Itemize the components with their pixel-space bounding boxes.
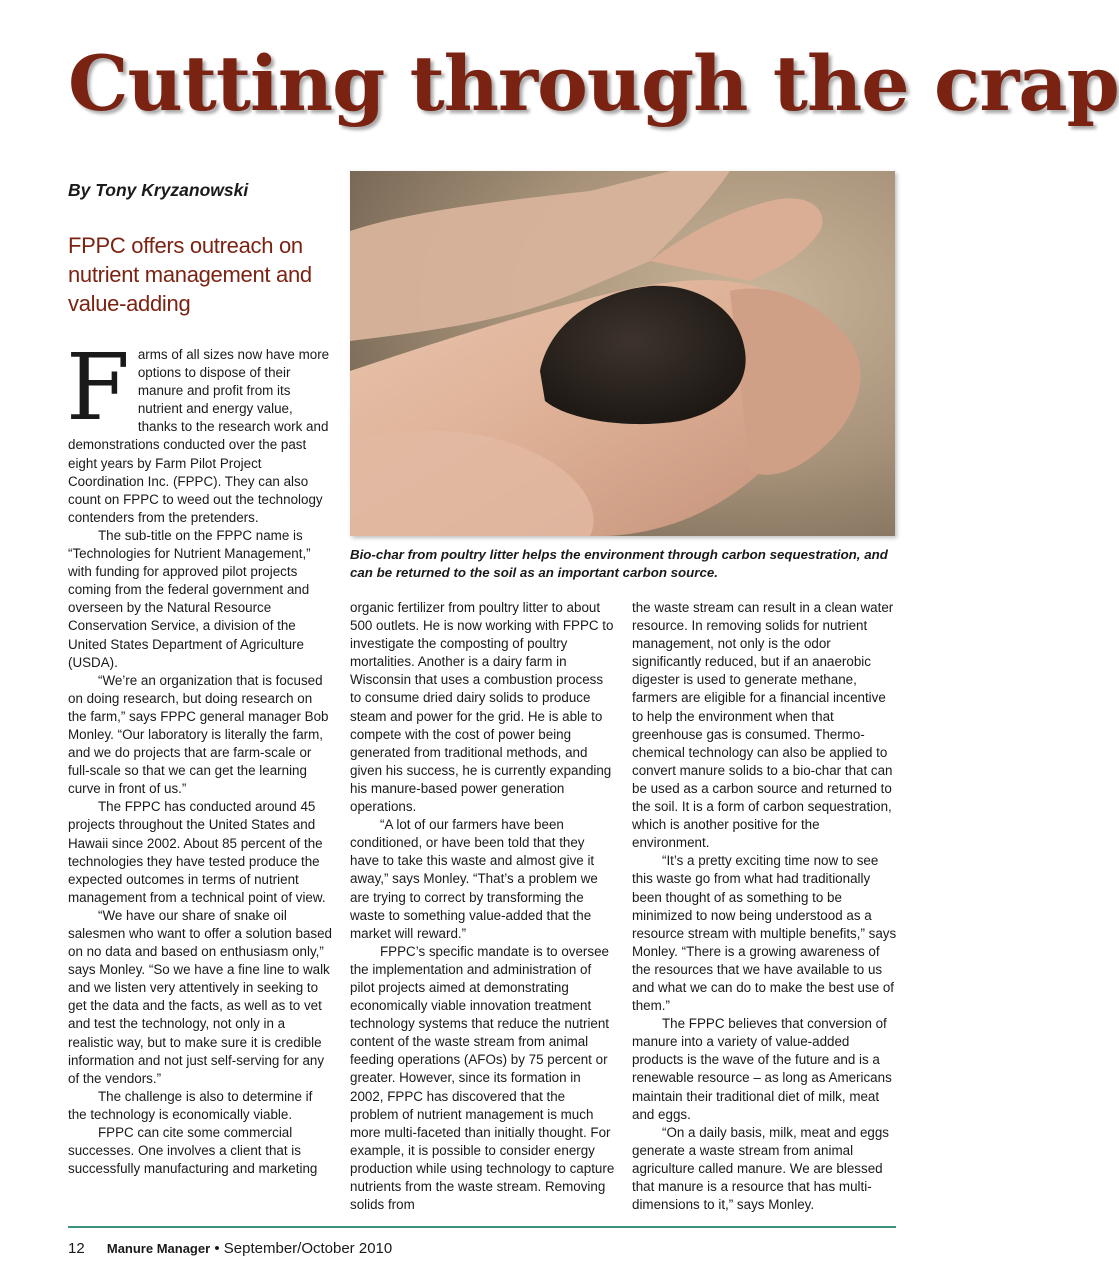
article-subtitle: FPPC offers outreach on nutrient management and value-adding: [68, 233, 312, 316]
body-paragraph: the waste stream can result in a clean water resource. In removing solids for nutrient management, not only is the odor significantly reduced, but if an anaerobic digester is used to generate methane, farmers are eligible for a financial incentive to help the environment when that greenhouse gas is consumed. Thermo-chemical technology can also be applied to convert manure solids to a bio-char that can be used as a carbon source and returned to the soil. It is a form of carbon sequestration, which is another positive for the environment.: [632, 600, 894, 851]
page-number: 12: [68, 1240, 85, 1257]
body-column-1: [66, 334, 334, 1178]
magazine-name: Manure Manager: [106, 1241, 211, 1256]
body-paragraph: “We’re an organization that is focused on doing research, but doing research on the farm,” says FPPC general manager Bob Monley. “Our laboratory is literally the farm, and we do projects that are farm-scale or full-scale so that we can get the learning curve in front of us.”: [68, 672, 329, 797]
body-paragraph: The FPPC believes that conversion of manure into a variety of value-added products is the wave of the future and is a renewable resource – as long as Americans maintain their traditional diet of milk, meat and eggs.: [632, 1016, 892, 1122]
body-paragraph: The challenge is also to determine if the technology is economically viable.: [68, 1088, 313, 1122]
body-paragraph: “We have our share of snake oil salesmen who want to offer a solution based on no data and based on enthusiasm only,” says Monley. “So we have a fine line to walk and we listen very attentively in seeking to get the data and the facts, as well as to vet and test the technology, not only in a realistic way, but to make sure it is credible information and not just self-serving for any of the vendors.”: [68, 907, 333, 1086]
biochar-hand-photo: [350, 171, 895, 536]
body-paragraph: FPPC’s specific mandate is to oversee the implementation and administration of pilot projects aimed at demonstrating economically viable innovation treatment technology systems that reduce the nutrient content of the waste stream from animal feeding operations (AFOs) by 75 percent or greater. However, since its formation in 2002, FPPC has discovered that the problem of nutrient management is much more multi-faceted than initially thought. For example, it is possible to consider energy production while using technology to capture nutrients from the waste stream. Removing solids from: [350, 943, 615, 1213]
body-paragraph: FPPC can cite some commercial successes. One involves a client that is successfully manufacturing and marketing: [68, 1125, 318, 1177]
article-title: Cutting through the crap: [68, 39, 1119, 128]
body-paragraph: [66, 334, 334, 527]
body-column-2: [350, 599, 616, 1214]
body-paragraph: “On a daily basis, milk, meat and eggs generate a waste stream from animal agriculture called manure. We are blessed that manure is a resource that has multi-dimensions to it,” says Monley.: [632, 1124, 890, 1213]
paragraph-text: arms of all sizes now have more options to dispose of their manure and profit from its nutrient and energy value, thanks to the research work and demonstrations conducted over the past eight years by Farm Pilot Project Coordination Inc. (FPPC). They can also count on FPPC to weed out the technology contenders from the pretenders.: [68, 347, 330, 525]
photo-caption: Bio-char from poultry litter helps the environment through carbon sequestration, and can be returned to the soil as an important carbon source.: [350, 547, 888, 580]
body-paragraph: “A lot of our farmers have been conditioned, or have been told that they have to take this waste and almost give it away,” says Monley. “That’s a problem we are trying to correct by transforming the waste to something value-added that the market will reward.”: [350, 817, 598, 941]
body-paragraph: The sub-title on the FPPC name is “Technologies for Nutrient Management,” with funding for approved pilot projects coming from the federal government and overseen by the Natural Resource Conservation Service, a division of the United States Department of Agriculture (USDA).: [68, 527, 311, 670]
issue-date: September/October 2010: [223, 1240, 393, 1257]
body-paragraph: “It’s a pretty exciting time now to see this waste go from what had traditionally been thought of as something to be minimized to now being understood as a resource stream with multiple benefits,” says Monley. “There is a growing awareness of the resources that we have available to us and what we can do to make the best use of them.”: [632, 853, 897, 1014]
body-paragraph: The FPPC has conducted around 45 projects throughout the United States and Hawaii since 2002. About 85 percent of the technologies they have tested produce the expected outcomes in terms of nutrient management from a technical point of view.: [68, 799, 326, 905]
body-column-3: [632, 599, 898, 1214]
byline: By Tony Kryzanowski: [68, 180, 249, 200]
footer-rule: [68, 1226, 896, 1228]
page-footer: [68, 1240, 392, 1257]
body-paragraph: organic fertilizer from poultry litter to about 500 outlets. He is now working with FPPC to investigate the composting of poultry mortalities. Another is a dairy farm in Wisconsin that uses a combustion process to consume dried dairy solids to produce steam and power for the grid. He is able to compete with the cost of power being generated from traditional methods, and given his success, he is currently expanding his manure-based power generation operations.: [350, 600, 614, 815]
footer-separator: •: [214, 1240, 220, 1257]
drop-cap: F: [66, 334, 130, 441]
